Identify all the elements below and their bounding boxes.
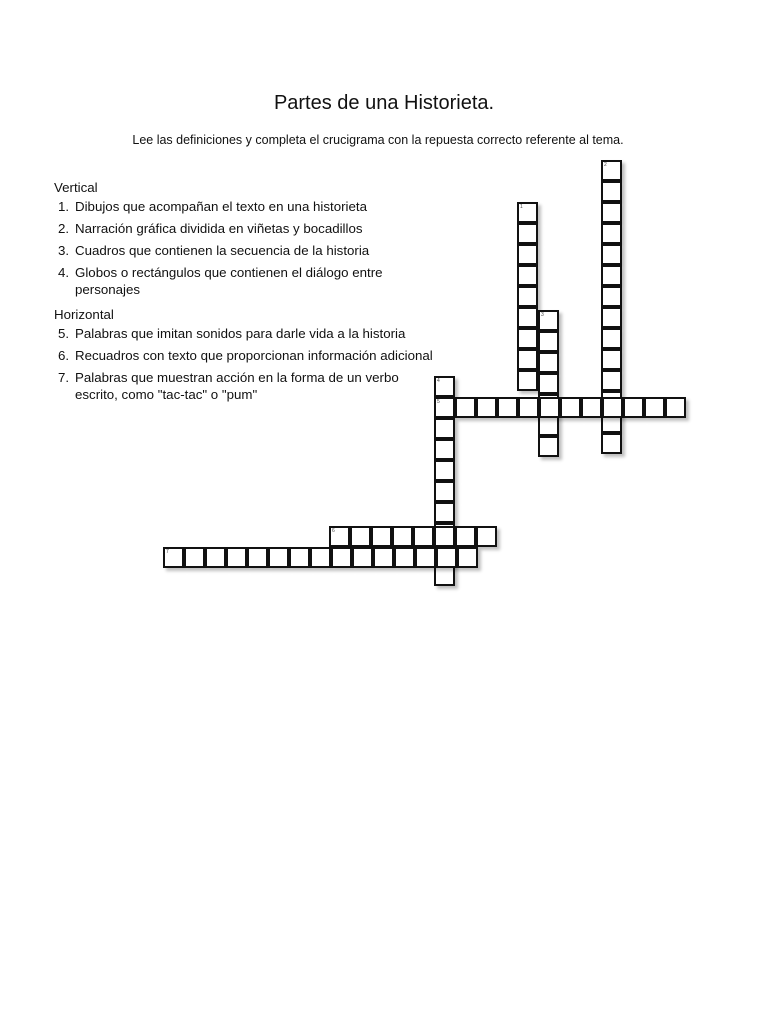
- crossword-cell[interactable]: [415, 547, 436, 568]
- crossword-cell[interactable]: [601, 370, 622, 391]
- clue-horizontal-6: [53, 347, 433, 364]
- cell-number: 7: [166, 549, 169, 555]
- clue-text: Dibujos que acompañan el texto en una historieta: [75, 199, 367, 214]
- crossword-cell[interactable]: [226, 547, 247, 568]
- crossword-cell[interactable]: [601, 160, 622, 181]
- crossword-cell[interactable]: [538, 415, 559, 436]
- crossword-cell[interactable]: [538, 436, 559, 457]
- crossword-cell[interactable]: [434, 397, 455, 418]
- crossword-cell[interactable]: [539, 397, 560, 418]
- crossword-cell[interactable]: [601, 328, 622, 349]
- crossword-cell[interactable]: [601, 265, 622, 286]
- crossword-cell[interactable]: [184, 547, 205, 568]
- crossword-cell[interactable]: [517, 265, 538, 286]
- clue-text: Palabras que muestran acción en la forma de un verbo escrito, como "tac-tac" o "pum": [75, 370, 399, 402]
- crossword-cell[interactable]: [352, 547, 373, 568]
- cell-number: 3: [541, 312, 544, 318]
- crossword-cell[interactable]: [350, 526, 371, 547]
- crossword-cell[interactable]: [373, 547, 394, 568]
- clue-number: 6.: [58, 348, 70, 363]
- clue-number: 5.: [58, 326, 70, 341]
- clue-horizontal-7: [53, 369, 433, 403]
- crossword-cell[interactable]: [601, 433, 622, 454]
- crossword-cell[interactable]: [205, 547, 226, 568]
- crossword-cell[interactable]: [601, 307, 622, 328]
- cell-number: 6: [332, 528, 335, 534]
- crossword-cell[interactable]: [497, 397, 518, 418]
- clue-number: 7.: [58, 370, 70, 385]
- clue-text: Cuadros que contienen la secuencia de la historia: [75, 243, 370, 258]
- crossword-cell[interactable]: [517, 328, 538, 349]
- crossword-cell[interactable]: [394, 547, 415, 568]
- worksheet-title: Partes de una Historieta.: [273, 92, 495, 114]
- clue-number: 2.: [58, 221, 70, 236]
- crossword-cell[interactable]: [268, 547, 289, 568]
- crossword-cell[interactable]: [476, 397, 497, 418]
- clue-vertical-2: [53, 220, 433, 237]
- crossword-cell[interactable]: [434, 481, 455, 502]
- vertical-heading: Vertical: [54, 180, 98, 195]
- crossword-cell[interactable]: [457, 547, 478, 568]
- crossword-cell[interactable]: [436, 547, 457, 568]
- crossword-cell[interactable]: [538, 352, 559, 373]
- crossword-cell[interactable]: [517, 244, 538, 265]
- crossword-cell[interactable]: [560, 397, 581, 418]
- crossword-cell[interactable]: [517, 349, 538, 370]
- crossword-cell[interactable]: [644, 397, 665, 418]
- crossword-cell[interactable]: [476, 526, 497, 547]
- instructions: Lee las definiciones y completa el crucigrama con la repuesta correcto referente al tema.: [132, 133, 624, 147]
- crossword-cell[interactable]: [518, 397, 539, 418]
- crossword-cell[interactable]: [601, 181, 622, 202]
- crossword-cell[interactable]: [602, 397, 623, 418]
- crossword-cell[interactable]: [434, 526, 455, 547]
- clue-vertical-4: [53, 264, 433, 298]
- crossword-cell[interactable]: [329, 526, 350, 547]
- clue-horizontal-5: [53, 325, 433, 342]
- crossword-cell[interactable]: [434, 565, 455, 586]
- crossword-cell[interactable]: [455, 526, 476, 547]
- crossword-cell[interactable]: [331, 547, 352, 568]
- crossword-cell[interactable]: [163, 547, 184, 568]
- crossword-cell[interactable]: [517, 307, 538, 328]
- clue-text: Narración gráfica dividida en viñetas y bocadillos: [75, 221, 363, 236]
- crossword-cell[interactable]: [434, 460, 455, 481]
- crossword-cell[interactable]: [413, 526, 434, 547]
- crossword-cell[interactable]: [601, 349, 622, 370]
- crossword-cell[interactable]: [601, 286, 622, 307]
- crossword-cell[interactable]: [538, 310, 559, 331]
- crossword-cell[interactable]: [517, 286, 538, 307]
- clue-text: Recuadros con texto que proporcionan información adicional: [75, 348, 433, 363]
- cell-number: 5: [437, 399, 440, 405]
- clue-text: Palabras que imitan sonidos para darle vida a la historia: [75, 326, 406, 341]
- crossword-cell[interactable]: [392, 526, 413, 547]
- clue-vertical-1: [53, 198, 433, 215]
- crossword-cell[interactable]: [434, 376, 455, 397]
- crossword-cell[interactable]: [310, 547, 331, 568]
- clue-text: Globos o rectángulos que contienen el diálogo entre personajes: [75, 265, 383, 297]
- clue-vertical-3: [53, 242, 433, 259]
- clue-list: [53, 179, 433, 408]
- crossword-cell[interactable]: [601, 223, 622, 244]
- crossword-cell[interactable]: [434, 439, 455, 460]
- crossword-cell[interactable]: [601, 202, 622, 223]
- cell-number: 2: [604, 162, 607, 168]
- crossword-cell[interactable]: [455, 397, 476, 418]
- crossword-cell[interactable]: [434, 418, 455, 439]
- horizontal-heading: Horizontal: [54, 307, 114, 322]
- crossword-cell[interactable]: [601, 244, 622, 265]
- crossword-cell[interactable]: [434, 502, 455, 523]
- crossword-cell[interactable]: [247, 547, 268, 568]
- crossword-cell[interactable]: [665, 397, 686, 418]
- crossword-cell[interactable]: [289, 547, 310, 568]
- crossword-cell[interactable]: [517, 202, 538, 223]
- clue-number: 4.: [58, 265, 70, 280]
- crossword-cell[interactable]: [371, 526, 392, 547]
- crossword-cell[interactable]: [538, 331, 559, 352]
- clue-number: 3.: [58, 243, 70, 258]
- crossword-cell[interactable]: [581, 397, 602, 418]
- crossword-cell[interactable]: [538, 373, 559, 394]
- crossword-cell[interactable]: [623, 397, 644, 418]
- cell-number: 4: [437, 378, 440, 384]
- cell-number: 1: [520, 204, 523, 210]
- crossword-cell[interactable]: [517, 370, 538, 391]
- clue-number: 1.: [58, 199, 70, 214]
- crossword-cell[interactable]: [517, 223, 538, 244]
